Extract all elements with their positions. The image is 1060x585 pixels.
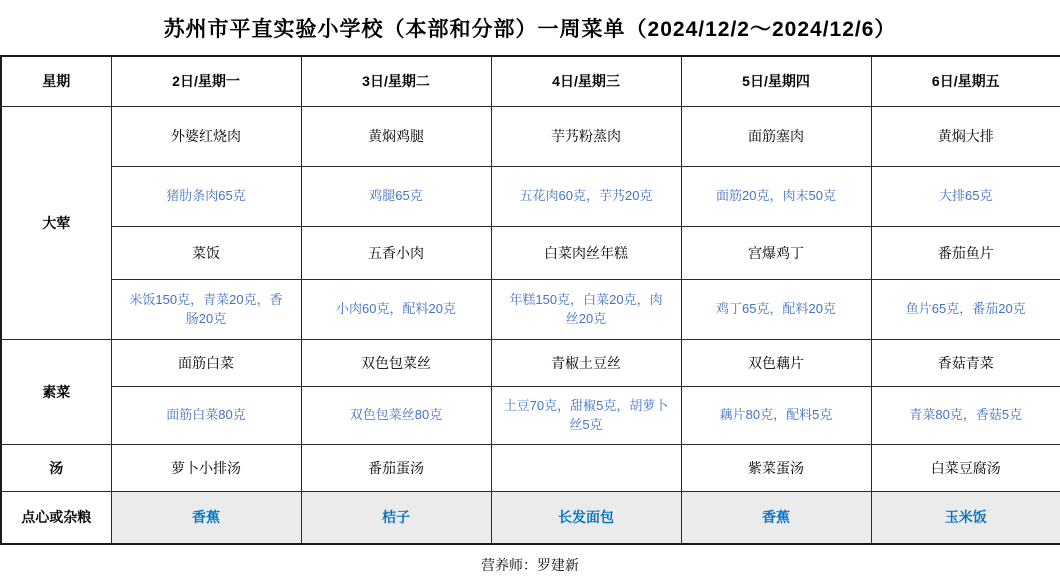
veg-qty-row	[1, 386, 1060, 444]
dish-cell: 双色藕片	[681, 339, 871, 386]
snack-cell: 香蕉	[111, 491, 301, 544]
dish-cell: 白菜豆腐汤	[871, 444, 1060, 491]
snack-cell: 长发面包	[491, 491, 681, 544]
dish-cell: 番茄蛋汤	[301, 444, 491, 491]
dish-cell: 紫菜蛋汤	[681, 444, 871, 491]
dish-cell: 香菇青菜	[871, 339, 1060, 386]
meat-dish-row-1	[1, 106, 1060, 166]
qty-cell: 鸡丁65克，配料20克	[681, 279, 871, 339]
dish-cell: 芋艿粉蒸肉	[491, 106, 681, 166]
section-label-snack: 点心或杂粮	[1, 491, 111, 544]
soup-row	[1, 444, 1060, 491]
qty-cell: 五花肉60克，芋艿20克	[491, 166, 681, 226]
meat-qty-row-1	[1, 166, 1060, 226]
dish-cell: 菜饭	[111, 226, 301, 279]
qty-cell: 鱼片65克，番茄20克	[871, 279, 1060, 339]
dish-cell-empty	[491, 444, 681, 491]
qty-cell: 青菜80克，香菇5克	[871, 386, 1060, 444]
snack-cell: 香蕉	[681, 491, 871, 544]
meat-qty-row-2	[1, 279, 1060, 339]
meat-dish-row-2	[1, 226, 1060, 279]
qty-cell: 鸡腿65克	[301, 166, 491, 226]
day-header-monday: 2日/星期一	[111, 56, 301, 106]
dish-cell: 番茄鱼片	[871, 226, 1060, 279]
qty-cell: 年糕150克，白菜20克，肉丝20克	[491, 279, 681, 339]
day-header-tuesday: 3日/星期二	[301, 56, 491, 106]
dish-cell: 面筋白菜	[111, 339, 301, 386]
snack-row	[1, 491, 1060, 544]
day-header-thursday: 5日/星期四	[681, 56, 871, 106]
corner-header: 星期	[1, 56, 111, 106]
page-title: 苏州市平直实验小学校（本部和分部）一周菜单（2024/12/2～2024/12/6）	[163, 17, 897, 41]
dish-cell: 萝卜小排汤	[111, 444, 301, 491]
qty-cell: 藕片80克，配料5克	[681, 386, 871, 444]
dish-cell: 宫爆鸡丁	[681, 226, 871, 279]
nutritionist-footer: 营养师：罗建新	[481, 557, 579, 573]
dish-cell: 五香小肉	[301, 226, 491, 279]
snack-cell: 玉米饭	[871, 491, 1060, 544]
veg-dish-row	[1, 339, 1060, 386]
qty-cell: 米饭150克，青菜20克，香肠20克	[111, 279, 301, 339]
dish-cell: 黄焖鸡腿	[301, 106, 491, 166]
qty-cell: 双色包菜丝80克	[301, 386, 491, 444]
dish-cell: 外婆红烧肉	[111, 106, 301, 166]
qty-cell: 小肉60克，配料20克	[301, 279, 491, 339]
section-label-meat: 大荤	[1, 106, 111, 339]
section-label-vegetable: 素菜	[1, 339, 111, 444]
day-header-friday: 6日/星期五	[871, 56, 1060, 106]
qty-cell: 土豆70克，甜椒5克，胡萝卜丝5克	[491, 386, 681, 444]
dish-cell: 黄焖大排	[871, 106, 1060, 166]
dish-cell: 白菜肉丝年糕	[491, 226, 681, 279]
dish-cell: 青椒土豆丝	[491, 339, 681, 386]
menu-table	[0, 55, 1060, 545]
header-row	[1, 56, 1060, 106]
qty-cell: 面筋20克，肉末50克	[681, 166, 871, 226]
snack-cell: 桔子	[301, 491, 491, 544]
dish-cell: 面筋塞肉	[681, 106, 871, 166]
qty-cell: 大排65克	[871, 166, 1060, 226]
section-label-soup: 汤	[1, 444, 111, 491]
dish-cell: 双色包菜丝	[301, 339, 491, 386]
day-header-wednesday: 4日/星期三	[491, 56, 681, 106]
qty-cell: 猪肋条肉65克	[111, 166, 301, 226]
qty-cell: 面筋白菜80克	[111, 386, 301, 444]
